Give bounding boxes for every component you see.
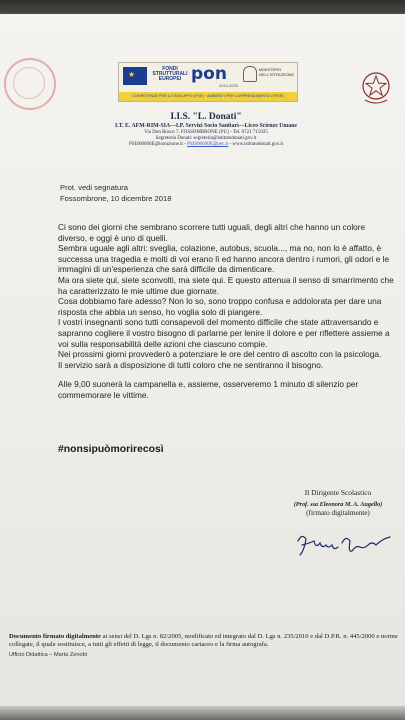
signature-block (280, 488, 396, 517)
stamp-mark (4, 58, 56, 110)
photo-bottom-edge (0, 706, 405, 720)
pon-logo: pon (191, 64, 227, 84)
pon-years: 2014-2020 (219, 83, 239, 88)
digital-signature-notice (9, 633, 401, 650)
paragraph: Ma ora siete qui, siete sconvolti, ma siete qui. E questo attenua il senso di smarrimento che ha caratterizzato le mie ultime due giornate. (58, 274, 394, 296)
ministry-emblem-icon (243, 66, 257, 82)
hashtag: #nonsipuòmorirecosì (58, 444, 164, 455)
banner-strip: COMPETENZE PER LO SVILUPPO (FSE) · AMBIENTI PER L'APPRENDIMENTO (FESR) (119, 92, 297, 101)
institutional-email: PSIS00600E@istruzione.it - (129, 142, 188, 147)
footer-text: ai sensi del D. Lgs n. 82/2005, modificato ed integrato dal D. Lgs n. 235/2010 e dal D.P.R. n. 445/2000 e norme collegate, il quale sostituisce, a tutti gli effetti di legge, il documento cartaceo e la firma autografa. (9, 633, 398, 649)
letter-body (58, 222, 394, 401)
institute-line: I.T. E. AFM-RIM-SIA—I.P. Servizi Socio Sanitari—Liceo Scienze Umane (115, 123, 297, 129)
paragraph: Nei prossimi giorni provvederò a potenziare le ore del centro di ascolto con la psicologa. (58, 349, 382, 360)
ministry-label: MINISTERO DELL'ISTRUZIONE (259, 67, 294, 77)
contact-line (100, 142, 312, 147)
school-name: I.I.S. "L. Donati" (170, 112, 242, 122)
eu-flag-icon: ★ (123, 67, 147, 85)
date-line: Fossombrone, 10 dicembre 2018 (60, 194, 172, 203)
closing-paragraph: Alle 9,00 suonerà la campanella e, assieme, osserveremo 1 minuto di silenzio per commemorare le vittime. (58, 379, 359, 400)
protocol-line: Prot. vedi segnatura (60, 183, 128, 192)
paragraph: Cosa dobbiamo fare adesso? Non lo so, sono troppo confusa e addolorata per dare una risposta che abbia un senso, ho voglia solo di piangere. (58, 296, 382, 317)
secretary-email: Segreteria Donati: segreteria@istitutodonati.gov.it (155, 136, 257, 141)
footer-note (9, 633, 401, 659)
school-address: Via Don Bosco 7, FOSSOMBRONE (PU) - Tel. 0721 715025 (144, 130, 268, 135)
signature-note: (firmato digitalmente) (306, 509, 370, 517)
signer-name: (Prof. ssa Eleonora M. A. Augello) (293, 501, 383, 508)
footer-bold: Documento firmato digitalmente (9, 633, 101, 640)
pon-banner (118, 62, 298, 102)
signer-role: Il Dirigente Scolastico (304, 488, 372, 497)
letterhead (100, 112, 312, 147)
paragraph: Ci sono dei giorni che sembrano scorrere tutti uguali, degli altri che hanno un colore diverso, e oggi è uno di quelli. (58, 222, 366, 243)
republic-emblem-icon (360, 70, 392, 106)
handwritten-signature (292, 527, 398, 563)
pec-email-link[interactable]: PSIS00600E@pec.it (187, 142, 229, 147)
fondi-label: FONDI STRUTTURALI EUROPEI (152, 66, 188, 82)
paragraph: Il servizio sarà a disposizione di tutti coloro che ne sentiranno il bisogno. (58, 359, 324, 370)
paragraph: I vostri insegnanti sono tutti consapevoli del momento difficile che state attraversando e sapranno cogliere il vostro bisogno di parlarne per lenire il dolore e per riflettere assieme a voi sulla responsabilità delle azioni che ciascuno compie. (58, 317, 390, 349)
paragraph: Sembra uguale agli altri: sveglia, colazione, autobus, scuola..., ma no, non lo è affatto, è successa una tragedia e molti di voi erano lì ed hanno ancora dentro i rumori, gli odori e le immagini di un'esperienza che sarà difficile da dimenticare. (58, 243, 390, 275)
website: - www.istitutodonati.gov.it (228, 142, 283, 147)
office-line: Ufficio Didattica – Marta Zenobi (9, 651, 87, 658)
